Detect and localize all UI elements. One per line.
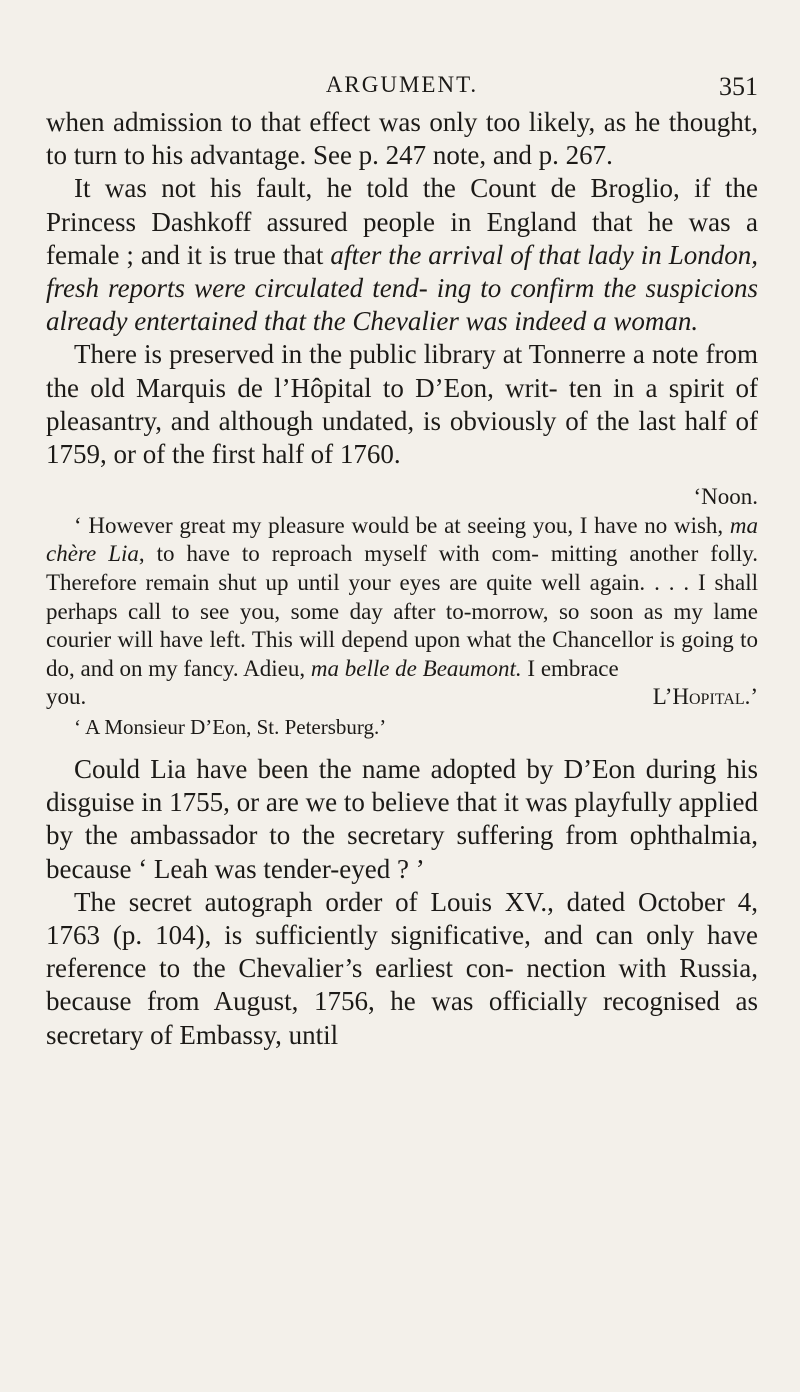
paragraph-1: when admission to that effect was only too likely, as he thought, to turn to his advantage. See p. 247 note, and p. 267. bbox=[46, 107, 758, 171]
paragraph-5: The secret autograph order of Louis XV., dated October 4, 1763 (p. 104), is sufficiently significative, and can only have reference to the Chevalier’s earliest con- nection with Russia, because from August, 1756, he was officially recognised as secretary of Embassy, until bbox=[46, 886, 758, 1050]
paragraph-2 bbox=[46, 172, 758, 338]
letter-address: ‘ A Monsieur D’Eon, St. Petersburg.’ bbox=[74, 714, 387, 739]
book-page bbox=[46, 62, 758, 1052]
paragraph-4: Could Lia have been the name adopted by D’Eon during his disguise in 1755, or are we to believe that it was playfully applied by the ambassador to the secretary suffering from ophthalmia, because ‘ Leah was tender-eyed ? ’ bbox=[46, 753, 758, 884]
letter-signature: L’Hopital.’ bbox=[652, 684, 758, 710]
letter-italic-1: ma chère Lia bbox=[46, 512, 758, 567]
quoted-letter bbox=[46, 483, 758, 743]
letter-body-part-1: ‘ However great my pleasure would be at seeing you, I have no wish, bbox=[74, 512, 730, 538]
letter-closing-row bbox=[46, 683, 758, 712]
running-head bbox=[46, 62, 758, 106]
letter-body-part-3: I embrace bbox=[521, 655, 619, 681]
letter-last-word: you. bbox=[46, 684, 87, 710]
letter-body bbox=[46, 512, 758, 684]
letter-italic-2: ma belle de Beaumont. bbox=[310, 655, 522, 681]
paragraph-2-italic: after the arrival of that lady in London, fresh reports were circulated tend- ing to confirm the suspicions already entertained that the Chevalier was indeed a woman. bbox=[46, 239, 758, 337]
paragraph-3: There is preserved in the public library at Tonnerre a note from the old Marquis de l’Hôpital to D’Eon, writ- ten in a spirit of pleasantry, and although undated, is obviously of the last half of 1759, or of the first half of 1760. bbox=[46, 339, 758, 470]
running-title: ARGUMENT. bbox=[325, 72, 479, 97]
paragraph-2-text: It was not his fault, he told the Count de Broglio, if the Princess Dashkoff assured people in England that he was a female ; and it is true that bbox=[46, 173, 758, 270]
letter-dateline: ‘Noon. bbox=[693, 484, 758, 510]
page-number: 351 bbox=[719, 72, 758, 101]
letter-body-part-2: , to have to reproach myself with com- mitting another folly. Therefore remain shut up until your eyes are quite well again. . . . I shall perhaps call to see you, some day after to-morrow, so soon as my lame courier will have left. This will depend upon what the Chancellor is going to do, and on my fancy. Adieu, bbox=[46, 541, 758, 681]
